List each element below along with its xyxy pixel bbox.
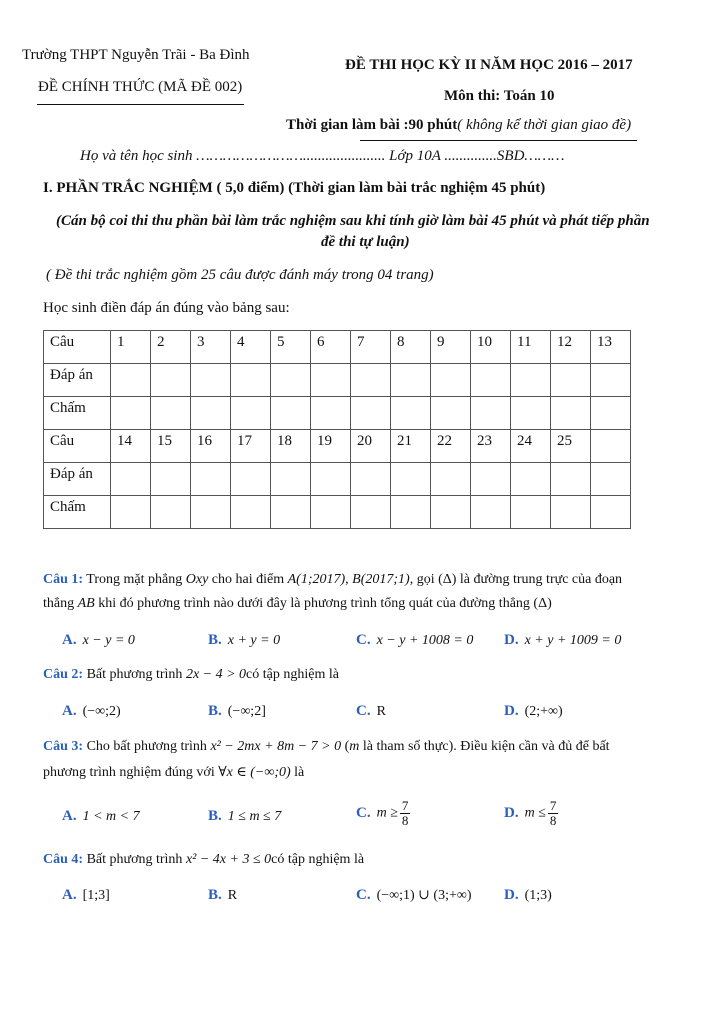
answer-cell[interactable] [351,364,391,397]
fraction [548,799,559,828]
option-label: B. [208,808,222,824]
question-3-option-b[interactable] [208,808,281,825]
grade-cell [511,397,551,430]
math-expression: A(1;2017), B(2017;1) [287,572,410,587]
option-label: A. [62,632,77,648]
question-text: là tham số thực). Điều kiện cần và đủ để bất [359,739,610,754]
grade-cell [471,397,511,430]
math-expression: m [349,739,360,754]
question-number: 19 [311,430,351,463]
table-row [44,463,631,496]
answer-cell[interactable] [191,364,231,397]
question-text: , gọi [409,572,439,587]
option-label: C. [356,804,371,821]
question-text: là đường trung trực của đoạn [456,572,623,587]
question-number: 14 [111,430,151,463]
option-label: A. [62,808,77,824]
answer-cell[interactable] [591,463,631,496]
question-3-option-d[interactable] [504,799,558,828]
question-text: là [290,765,305,780]
question-2-option-b[interactable] [208,703,266,720]
question-number: 24 [511,430,551,463]
fraction-numerator: 7 [549,798,557,813]
answer-cell[interactable] [431,463,471,496]
grade-cell [191,397,231,430]
answer-cell[interactable] [471,364,511,397]
question-3-label: Câu 3: [43,739,84,754]
option-value: 1 ≤ m ≤ 7 [227,809,282,824]
question-text: Bất phương trình [83,667,186,682]
question-text: cho hai điểm [208,572,288,587]
option-value: [1;3] [82,888,110,903]
question-number: 17 [231,430,271,463]
question-number: 20 [351,430,391,463]
question-number: 9 [431,331,471,364]
answer-cell[interactable] [431,364,471,397]
question-1-label: Câu 1: [43,572,84,587]
school-name: Trường THPT Nguyễn Trãi - Ba Đình [22,47,250,63]
grade-cell [191,496,231,529]
question-number: 5 [271,331,311,364]
option-value: (−∞;2) [82,704,121,719]
row-label-cham: Chấm [44,397,111,430]
question-2-option-c[interactable] [356,703,386,720]
answer-cell[interactable] [271,463,311,496]
question-number: 23 [471,430,511,463]
question-4-option-d[interactable] [504,887,552,904]
math-expression: AB [77,596,95,611]
fraction-numerator: 7 [401,798,409,813]
question-1-option-c[interactable] [356,632,473,649]
grade-cell [391,397,431,430]
student-info-line: Họ và tên học sinh ……………………...................... Lớp 10A ..............SBD……… [80,148,565,164]
question-text: thẳng [43,596,78,611]
question-text: Trong mặt phẳng [83,572,186,587]
grade-cell [231,397,271,430]
answer-cell[interactable] [551,463,591,496]
option-value: (−∞;2] [227,704,266,719]
option-value: x − y + 1008 = 0 [376,633,474,648]
option-value: x + y + 1009 = 0 [524,633,622,648]
fraction [400,799,411,828]
question-number: 15 [151,430,191,463]
answer-cell[interactable] [191,463,231,496]
option-label: C. [356,632,371,648]
question-3-line1 [43,739,610,755]
answer-cell[interactable] [551,364,591,397]
question-text: khi đó phương trình nào dưới đây là phương trình tổng quát của đường thẳng [94,596,534,611]
row-label-cham: Chấm [44,496,111,529]
grade-cell [391,496,431,529]
table-row [44,397,631,430]
fraction-denominator: 8 [401,813,409,828]
grade-cell [111,397,151,430]
question-text: phương trình nghiệm đúng với [43,765,219,780]
question-number: 3 [191,331,231,364]
question-4-option-c[interactable] [356,887,472,904]
option-label: B. [208,703,222,719]
grade-cell [351,397,391,430]
row-label-dap-an: Đáp án [44,364,111,397]
question-1-line2 [43,596,552,612]
option-value: x − y = 0 [82,633,135,648]
math-expression: 2x − 4 > 0 [185,667,247,682]
question-3-option-a[interactable] [62,808,140,825]
table-row [44,331,631,364]
grade-cell [431,397,471,430]
question-number: 6 [311,331,351,364]
option-value: R [376,704,386,719]
grade-cell [151,496,191,529]
option-label: B. [208,632,222,648]
grade-cell [431,496,471,529]
answer-cell[interactable] [311,463,351,496]
question-3-line2 [43,764,304,781]
question-number: 7 [351,331,391,364]
question-number: 22 [431,430,471,463]
grade-cell [511,496,551,529]
question-number: 11 [511,331,551,364]
question-2-option-a[interactable] [62,703,121,720]
grade-cell [271,397,311,430]
option-value: m ≤ [524,805,546,821]
typed-note: ( Đề thi trắc nghiệm gồm 25 câu được đánh máy trong 04 trang) [46,267,434,283]
question-number: 13 [591,331,631,364]
question-1-option-a[interactable] [62,632,135,649]
option-label: D. [504,887,519,903]
table-row [44,364,631,397]
math-expression: (Δ) [438,572,457,587]
header-divider-right [360,140,637,141]
question-number: 12 [551,331,591,364]
question-3-option-c[interactable] [356,799,410,828]
question-number: 25 [551,430,591,463]
question-1-line1 [43,572,622,588]
question-number: 16 [191,430,231,463]
grade-cell [311,496,351,529]
question-text: Cho bất phương trình [83,739,211,754]
option-value: R [227,888,238,903]
math-expression: ∀x ∈ (−∞;0) [218,765,291,780]
answer-cell[interactable] [271,364,311,397]
question-number [591,430,631,463]
question-1-option-d[interactable] [504,632,621,649]
answer-cell[interactable] [351,463,391,496]
question-2-line1 [43,667,339,683]
section-note-line1: (Cán bộ coi thi thu phần bài làm trắc nghiệm sau khi tính giờ làm bài 45 phút và phát tiếp phần [56,213,650,229]
fill-instruction: Học sinh điền đáp án đúng vào bảng sau: [43,300,290,316]
question-number: 18 [271,430,311,463]
answer-cell[interactable] [391,364,431,397]
grade-cell [591,496,631,529]
question-4-option-b[interactable] [208,887,237,904]
table-row [44,430,631,463]
option-value: (−∞;1) ∪ (3;+∞) [376,888,472,903]
option-label: C. [356,703,371,719]
question-4-line1 [43,852,364,868]
question-number: 1 [111,331,151,364]
question-text: Bất phương trình [83,852,186,867]
grade-cell [551,496,591,529]
option-value: (1;3) [524,888,552,903]
answer-cell[interactable] [311,364,351,397]
section-note-line2: đề thi tự luận) [321,234,410,250]
header-divider-left [37,104,244,105]
answer-cell[interactable] [511,364,551,397]
grade-cell [231,496,271,529]
answer-cell[interactable] [111,364,151,397]
option-label: A. [62,703,77,719]
answer-cell[interactable] [591,364,631,397]
exam-code: ĐỀ CHÍNH THỨC (MÃ ĐỀ 002) [38,79,243,95]
row-label-cau: Câu [44,430,111,463]
question-text: có tập nghiệm là [271,852,365,867]
time-label: Thời gian làm bài :90 phút [286,117,458,133]
question-text: có tập nghiệm là [246,667,339,682]
question-2-option-d[interactable] [504,703,563,720]
question-number: 21 [391,430,431,463]
grade-cell [111,496,151,529]
section-title: I. PHẦN TRẮC NGHIỆM ( 5,0 điểm) (Thời gian làm bài trắc nghiệm 45 phút) [43,180,546,196]
answer-cell[interactable] [151,463,191,496]
math-expression: (Δ) [533,596,552,611]
option-value: m ≥ [376,805,398,821]
answer-cell[interactable] [111,463,151,496]
grade-cell [471,496,511,529]
grade-cell [591,397,631,430]
fraction-denominator: 8 [549,813,557,828]
row-label-cau: Câu [44,331,111,364]
option-label: A. [62,887,77,903]
question-number: 2 [151,331,191,364]
question-1-option-b[interactable] [208,632,280,649]
option-label: D. [504,703,519,719]
grade-cell [351,496,391,529]
subject: Môn thi: Toán 10 [444,88,555,104]
table-row [44,496,631,529]
question-4-label: Câu 4: [43,852,84,867]
option-label: C. [356,887,371,903]
answer-cell[interactable] [471,463,511,496]
math-expression: Oxy [185,572,209,587]
option-value: x + y = 0 [227,633,281,648]
option-value: (2;+∞) [524,704,563,719]
time-note: ( không kể thời gian giao đề) [457,117,632,133]
option-label: B. [208,887,222,903]
grade-cell [311,397,351,430]
math-expression: x² − 2mx + 8m − 7 > 0 [210,739,342,754]
answer-cell[interactable] [231,364,271,397]
grade-cell [151,397,191,430]
grade-cell [271,496,311,529]
option-value: 1 < m < 7 [82,809,140,824]
math-expression: x² − 4x + 3 ≤ 0 [185,852,272,867]
answer-table [43,330,631,529]
question-2-label: Câu 2: [43,667,84,682]
question-text: ( [341,739,350,754]
option-label: D. [504,632,519,648]
question-number: 10 [471,331,511,364]
exam-title: ĐỀ THI HỌC KỲ II NĂM HỌC 2016 – 2017 [345,57,633,73]
answer-cell[interactable] [231,463,271,496]
answer-cell[interactable] [511,463,551,496]
option-label: D. [504,804,519,821]
question-4-option-a[interactable] [62,887,110,904]
grade-cell [551,397,591,430]
answer-cell[interactable] [151,364,191,397]
answer-cell[interactable] [391,463,431,496]
question-number: 8 [391,331,431,364]
row-label-dap-an: Đáp án [44,463,111,496]
question-number: 4 [231,331,271,364]
time-line [286,117,631,134]
